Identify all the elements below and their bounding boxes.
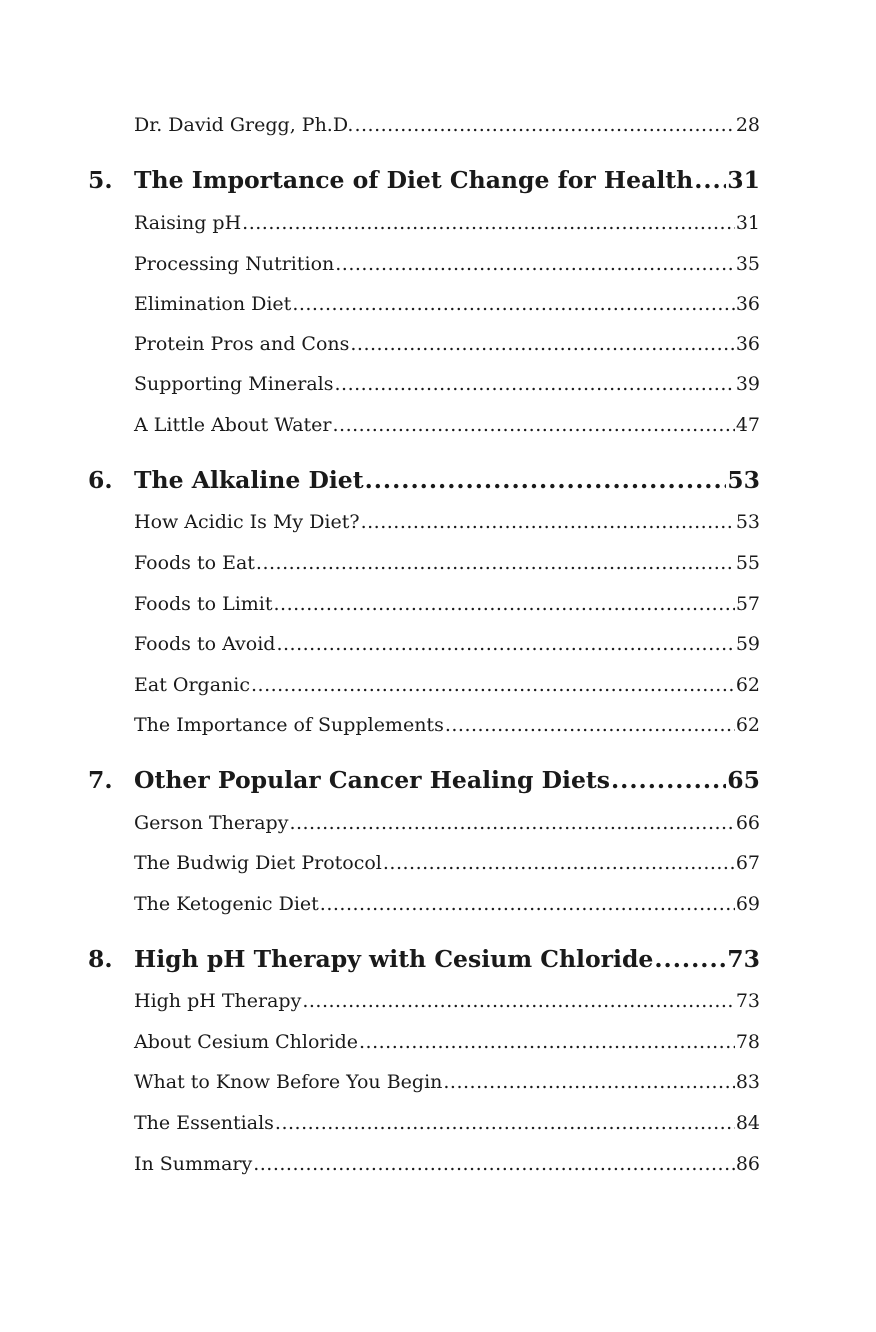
entry-page-number: 57: [735, 593, 760, 615]
entry-page-number: 28: [735, 114, 760, 136]
toc-entry: [88, 1070, 760, 1094]
toc-entry: [88, 1030, 760, 1054]
entry-page-number: 36: [735, 293, 760, 315]
chapter-page-number: 53: [727, 466, 760, 494]
dot-leader: [359, 1030, 735, 1054]
entry-title: Foods to Avoid: [134, 633, 276, 655]
dot-leader: [361, 510, 735, 534]
dot-leader: [365, 465, 727, 495]
entry-title: How Acidic Is My Diet?: [134, 511, 360, 533]
entry-page-number: 67: [735, 852, 760, 874]
entry-page-number: 47: [735, 414, 760, 436]
dot-leader: [694, 165, 726, 195]
entry-title: The Budwig Diet Protocol: [134, 852, 382, 874]
dot-leader: [354, 113, 734, 137]
chapter-title: High pH Therapy with Cesium Chloride: [134, 945, 654, 973]
entry-page-number: 86: [735, 1153, 760, 1175]
toc-chapter: [88, 944, 760, 974]
entry-title: The Essentials: [134, 1112, 274, 1134]
entry-page-number: 53: [735, 511, 760, 533]
entry-title: Eat Organic: [134, 674, 250, 696]
toc-entry: [88, 713, 760, 737]
chapter-title: The Alkaline Diet: [134, 466, 364, 494]
toc-entry: [88, 211, 760, 235]
entry-title: Dr. David Gregg, Ph.D.: [134, 114, 354, 136]
dot-leader: [335, 372, 735, 396]
toc-chapter: [88, 765, 760, 795]
entry-title: Supporting Minerals: [134, 373, 334, 395]
entry-page-number: 84: [735, 1112, 760, 1134]
toc-chapter: [88, 165, 760, 195]
entry-title: Protein Pros and Cons: [134, 333, 350, 355]
chapter-number: 6.: [88, 466, 113, 494]
dot-leader: [292, 292, 735, 316]
entry-page-number: 66: [735, 812, 760, 834]
chapter-page-number: 73: [727, 945, 760, 973]
dot-leader: [611, 765, 726, 795]
entry-page-number: 73: [735, 990, 760, 1012]
toc-entry: [88, 510, 760, 534]
entry-title: Gerson Therapy: [134, 812, 289, 834]
dot-leader: [253, 1152, 735, 1176]
dot-leader: [289, 811, 734, 835]
entry-title: Raising pH: [134, 212, 242, 234]
dot-leader: [445, 713, 735, 737]
chapter-title: The Importance of Diet Change for Health: [134, 166, 694, 194]
toc-chapter: [88, 465, 760, 495]
entry-title: The Ketogenic Diet: [134, 893, 319, 915]
toc-entry: [88, 292, 760, 316]
entry-page-number: 36: [735, 333, 760, 355]
entry-page-number: 55: [735, 552, 760, 574]
dot-leader: [242, 211, 735, 235]
dot-leader: [274, 592, 735, 616]
dot-leader: [443, 1070, 734, 1094]
entry-page-number: 35: [735, 253, 760, 275]
toc-entry: [88, 1111, 760, 1135]
dot-leader: [275, 1111, 735, 1135]
entry-title: Foods to Eat: [134, 552, 255, 574]
entry-page-number: 31: [735, 212, 760, 234]
entry-title: Elimination Diet: [134, 293, 292, 315]
toc-entry: [88, 252, 760, 276]
chapter-page-number: 65: [727, 766, 760, 794]
entry-page-number: 83: [735, 1071, 760, 1093]
toc-entry: [88, 551, 760, 575]
chapter-number: 7.: [88, 766, 113, 794]
entry-title: In Summary: [134, 1153, 253, 1175]
chapter-title: Other Popular Cancer Healing Diets: [134, 766, 610, 794]
toc-entry: [88, 892, 760, 916]
entry-page-number: 62: [735, 674, 760, 696]
dot-leader: [654, 944, 726, 974]
dot-leader: [333, 413, 735, 437]
entry-title: Processing Nutrition: [134, 253, 335, 275]
entry-page-number: 78: [735, 1031, 760, 1053]
dot-leader: [256, 551, 735, 575]
entry-title: The Importance of Supplements: [134, 714, 444, 736]
dot-leader: [320, 892, 735, 916]
entry-title: Foods to Limit: [134, 593, 273, 615]
toc-entry: [88, 592, 760, 616]
toc-entry: [88, 851, 760, 875]
dot-leader: [276, 632, 734, 656]
entry-page-number: 62: [735, 714, 760, 736]
entry-page-number: 69: [735, 893, 760, 915]
entry-page-number: 39: [735, 373, 760, 395]
dot-leader: [302, 989, 734, 1013]
toc-entry: [88, 332, 760, 356]
toc-entry: [88, 372, 760, 396]
toc-entry: [88, 113, 760, 137]
toc-entry: [88, 989, 760, 1013]
entry-title: About Cesium Chloride: [134, 1031, 358, 1053]
toc-entry: [88, 632, 760, 656]
chapter-number: 5.: [88, 166, 113, 194]
entry-page-number: 59: [735, 633, 760, 655]
toc-entry: [88, 413, 760, 437]
dot-leader: [335, 252, 735, 276]
toc-entry: [88, 1152, 760, 1176]
toc-entry: [88, 673, 760, 697]
entry-title: A Little About Water: [134, 414, 332, 436]
dot-leader: [350, 332, 734, 356]
dot-leader: [383, 851, 735, 875]
chapter-number: 8.: [88, 945, 113, 973]
entry-title: What to Know Before You Begin: [134, 1071, 443, 1093]
dot-leader: [251, 673, 735, 697]
entry-title: High pH Therapy: [134, 990, 302, 1012]
toc-entry: [88, 811, 760, 835]
chapter-page-number: 31: [727, 166, 760, 194]
